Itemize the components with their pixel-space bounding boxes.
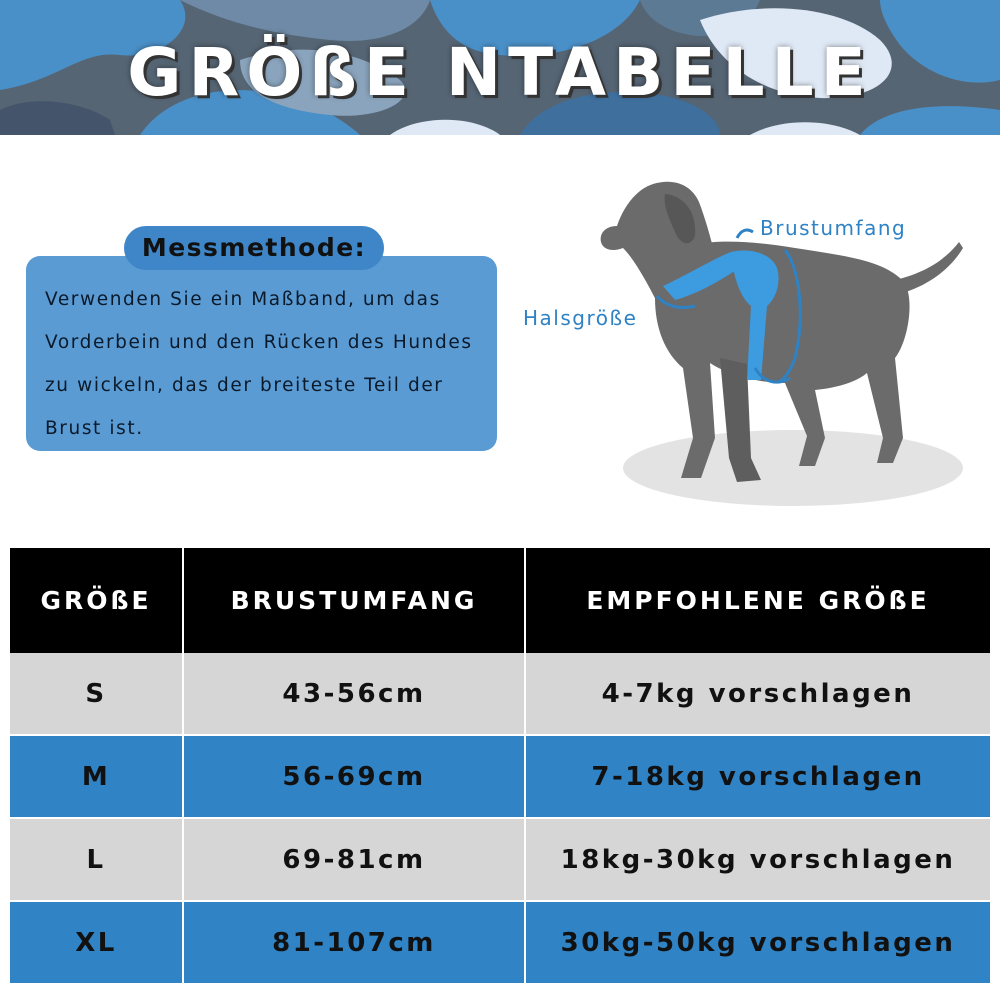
weight-cell: 18kg-30kg vorschlagen bbox=[560, 844, 956, 875]
dog-illustration bbox=[515, 168, 985, 518]
size-cell: S bbox=[10, 653, 184, 734]
size-cell: L bbox=[10, 819, 184, 900]
table-row bbox=[10, 819, 990, 900]
weight-cell: 30kg-50kg vorschlagen bbox=[560, 927, 956, 958]
table-row bbox=[10, 736, 990, 817]
header-size: GRÖßE bbox=[10, 548, 184, 653]
dog-silhouette-icon bbox=[515, 168, 985, 518]
chest-cell: 56-69cm bbox=[184, 736, 526, 817]
header-chest: BRUSTUMFANG bbox=[184, 548, 526, 653]
weight-cell: 7-18kg vorschlagen bbox=[591, 761, 925, 792]
weight-cell: 4-7kg vorschlagen bbox=[601, 678, 915, 709]
neck-label: Halsgröße bbox=[523, 306, 638, 330]
header-banner bbox=[0, 0, 1000, 135]
method-heading: Messmethode: bbox=[124, 226, 384, 270]
size-table bbox=[10, 548, 990, 983]
chest-cell: 69-81cm bbox=[184, 819, 526, 900]
chest-label: Brustumfang bbox=[760, 216, 907, 240]
header-recommended: EMPFOHLENE GRÖßE bbox=[586, 586, 930, 615]
table-row bbox=[10, 902, 990, 983]
method-description: Verwenden Sie ein Maßband, um das Vorderbein und den Rücken des Hundes zu wickeln, das der breiteste Teil der Brust ist. bbox=[45, 289, 473, 439]
page-title: GRÖßE NTABELLE bbox=[127, 34, 873, 111]
table-row bbox=[10, 653, 990, 734]
chest-cell: 81-107cm bbox=[184, 902, 526, 983]
table-header-row bbox=[10, 548, 990, 653]
chest-cell: 43-56cm bbox=[184, 653, 526, 734]
size-cell: XL bbox=[10, 902, 184, 983]
size-cell: M bbox=[10, 736, 184, 817]
